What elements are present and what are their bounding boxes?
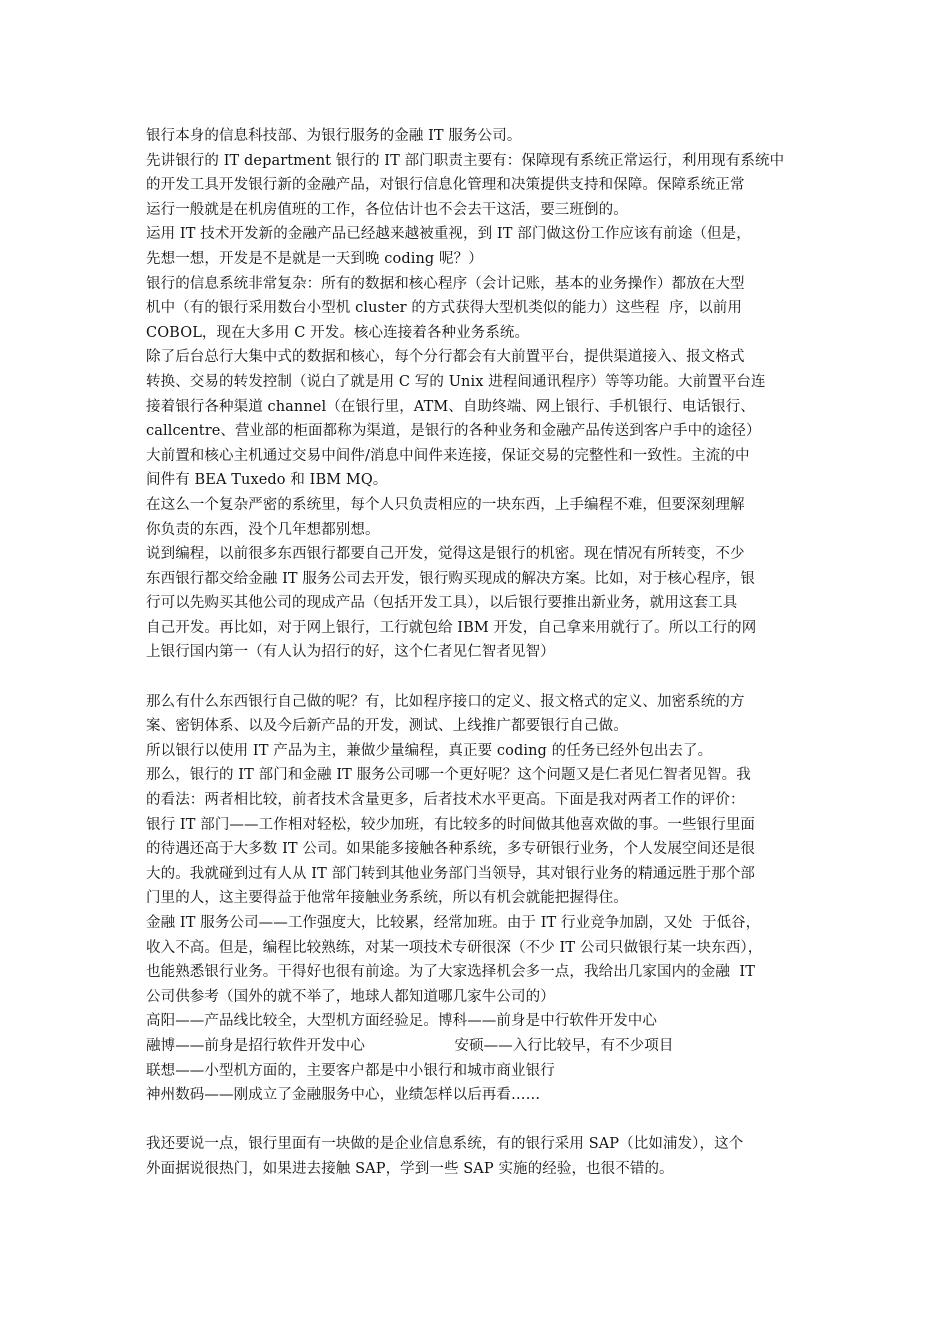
text-line: 银行的信息系统非常复杂：所有的数据和核心程序（会计记账，基本的业务操作）都放在大型 <box>146 275 745 292</box>
text-line: 所以银行以使用 IT 产品为主，兼做少量编程，真正要 coding 的任务已经外包出去了。 <box>146 742 713 759</box>
text-line: 我还要说一点，银行里面有一块做的是企业信息系统，有的银行采用 SAP（比如浦发），这个 <box>146 1136 744 1153</box>
text-line: 说到编程，以前很多东西银行都要自己开发，觉得这是银行的机密。现在情况有所转变，不少 <box>146 546 745 563</box>
text-line: 神州数码——刚成立了金融服务中心，业绩怎样以后再看…… <box>146 1087 541 1104</box>
text-line: 行可以先购买其他公司的现成产品（包括开发工具），以后银行要推出新业务，就用这套工具 <box>146 595 738 612</box>
blank-line <box>146 1108 816 1133</box>
text-line: 外面据说很热门，如果进去接触 SAP，学到一些 SAP 实施的经验，也很不错的。 <box>146 1160 674 1177</box>
text-line: 的待遇还高于大多数 IT 公司。如果能多接触各种系统，多专研银行业务，个人发展空间还是很 <box>146 841 756 858</box>
text-line: 公司供参考（国外的就不举了，地球人都知道哪几家牛公司的） <box>146 988 555 1005</box>
text-line: 接着银行各种渠道 channel（在银行里，ATM、自助终端、网上银行、手机银行、电话银行、 <box>146 398 755 415</box>
text-line: 案、密钥体系、以及今后新产品的开发，测试、上线推广都要银行自己做。 <box>146 718 628 735</box>
text-line: 你负责的东西，没个几年想都别想。 <box>146 521 380 538</box>
text-line: 大前置和核心主机通过交易中间件/消息中间件来连接，保证交易的完整性和一致性。主流的中 <box>146 447 750 464</box>
text-line: 收入不高。但是，编程比较熟练，对某一项技术专研很深（不少 IT 公司只做银行某一块东西）， <box>146 939 763 956</box>
text-line: 银行 IT 部门——工作相对轻松，较少加班，有比较多的时间做其他喜欢做的事。一些银行里面 <box>146 816 756 833</box>
text-line: 先想一想，开发是不是就是一天到晚 coding 呢？） <box>146 250 483 267</box>
text-line: 上银行国内第一（有人认为招行的好，这个仁者见仁智者见智） <box>146 644 555 661</box>
text-line: 大的。我就碰到过有人从 IT 部门转到其他业务部门当领导，其对银行业务的精通远胜于那个部 <box>146 865 756 882</box>
text-line: 也能熟悉银行业务。干得好也很有前途。为了大家选择机会多一点，我给出几家国内的金融 IT <box>146 964 756 981</box>
text-line: 融博——前身是招行软件开发中心 安硕——入行比较早，有不少项目 <box>146 1037 674 1054</box>
text-line: 那么有什么东西银行自己做的呢？有，比如程序接口的定义、报文格式的定义、加密系统的方 <box>146 693 745 710</box>
document-body <box>146 124 816 1182</box>
text-line: 联想——小型机方面的，主要客户都是中小银行和城市商业银行 <box>146 1062 555 1079</box>
text-line: 机中（有的银行采用数台小型机 cluster 的方式获得大型机类似的能力）这些程 序，以前用 <box>146 300 743 317</box>
blank-line <box>146 665 816 690</box>
text-line: 先讲银行的 IT department 银行的 IT 部门职责主要有：保障现有系统正常运行，利用现有系统中 <box>146 152 785 169</box>
text-line: COBOL，现在大多用 C 开发。核心连接着各种业务系统。 <box>146 324 530 341</box>
text-line: 东西银行都交给金融 IT 服务公司去开发，银行购买现成的解决方案。比如，对于核心程序，银 <box>146 570 756 587</box>
text-line: 运行一般就是在机房值班的工作，各位估计也不会去干这活，要三班倒的。 <box>146 201 628 218</box>
text-line: 自己开发。再比如，对于网上银行，工行就包给 IBM 开发，自己拿来用就行了。所以工行的网 <box>146 619 757 636</box>
text-line: 银行本身的信息科技部、为银行服务的金融 IT 服务公司。 <box>146 128 522 144</box>
text-line: 那么，银行的 IT 部门和金融 IT 服务公司哪一个更好呢？这个问题又是仁者见仁智者见智。我 <box>146 767 751 784</box>
text-line: callcentre、营业部的柜面都称为渠道，是银行的各种业务和金融产品传送到客户手中的途径） <box>146 423 761 440</box>
text-line: 除了后台总行大集中式的数据和核心，每个分行都会有大前置平台，提供渠道接入、报文格式 <box>146 349 745 366</box>
text-line: 转换、交易的转发控制（说白了就是用 C 写的 Unix 进程间通讯程序）等等功能。大前置平台连 <box>146 373 766 390</box>
text-line: 在这么一个复杂严密的系统里，每个人只负责相应的一块东西，上手编程不难，但要深刻理解 <box>146 496 745 513</box>
text-line: 的看法：两者相比较，前者技术含量更多，后者技术水平更高。下面是我对两者工作的评价： <box>146 792 745 809</box>
text-line: 高阳——产品线比较全，大型机方面经验足。博科——前身是中行软件开发中心 <box>146 1013 657 1030</box>
text-line: 的开发工具开发银行新的金融产品，对银行信息化管理和决策提供支持和保障。保障系统正常 <box>146 177 745 194</box>
text-line: 金融 IT 服务公司——工作强度大，比较累，经常加班。由于 IT 行业竞争加剧，又处 于低谷， <box>146 915 761 931</box>
text-line: 运用 IT 技术开发新的金融产品已经越来越被重视，到 IT 部门做这份工作应该有前途（但是， <box>146 226 751 243</box>
text-line: 间件有 BEA Tuxedo 和 IBM MQ。 <box>146 472 388 489</box>
text-line: 门里的人，这主要得益于他常年接触业务系统，所以有机会就能把握得住。 <box>146 890 628 907</box>
